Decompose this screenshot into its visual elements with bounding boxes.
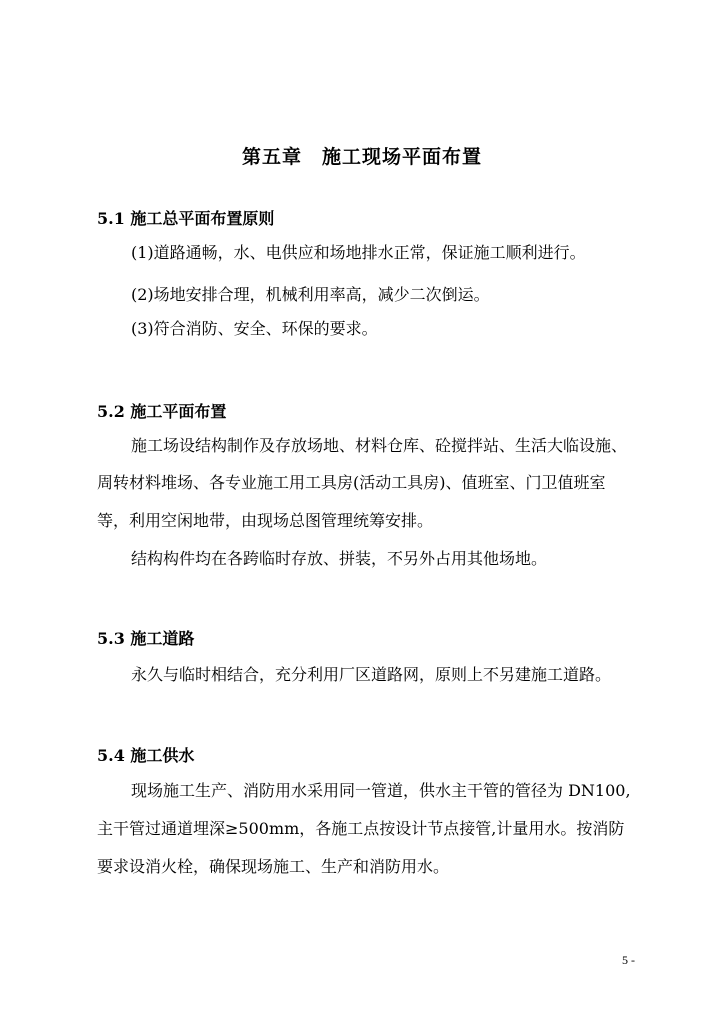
paragraph-line: (1)道路通畅，水、电供应和场地排水正常，保证施工顺利进行。 [131,243,586,262]
paragraph-line: 现场施工生产、消防用水采用同一管道，供水主干管的管径为 DN100, [131,781,631,800]
paragraph-line: 等，利用空闲地带，由现场总图管理统筹安排。 [97,511,434,530]
paragraph-line: 结构构件均在各跨临时存放、拼装，不另外占用其他场地。 [131,549,548,568]
paragraph-line: 主干管过通道埋深≥500mm，各施工点按设计节点接管,计量用水。按消防 [97,819,625,838]
section-heading-5-4: 5.4 施工供水 [97,746,195,765]
paragraph-line: 周转材料堆场、各专业施工用工具房(活动工具房)、值班室、门卫值班室 [97,473,606,492]
paragraph-line: (2)场地安排合理，机械利用率高，减少二次倒运。 [131,285,490,304]
page-number: 5 - [622,953,635,967]
chapter-title: 第五章 施工现场平面布置 [241,146,482,168]
section-heading-5-2: 5.2 施工平面布置 [97,402,227,421]
paragraph-line: (3)符合消防、安全、环保的要求。 [131,319,378,338]
paragraph-line: 施工场设结构制作及存放场地、材料仓库、砼搅拌站、生活大临设施、 [131,436,628,455]
section-heading-5-1: 5.1 施工总平面布置原则 [97,209,275,228]
paragraph-line: 永久与临时相结合，充分利用厂区道路网，原则上不另建施工道路。 [131,665,612,684]
section-heading-5-3: 5.3 施工道路 [97,629,195,648]
paragraph-line: 要求设消火栓，确保现场施工、生产和消防用水。 [97,857,450,876]
